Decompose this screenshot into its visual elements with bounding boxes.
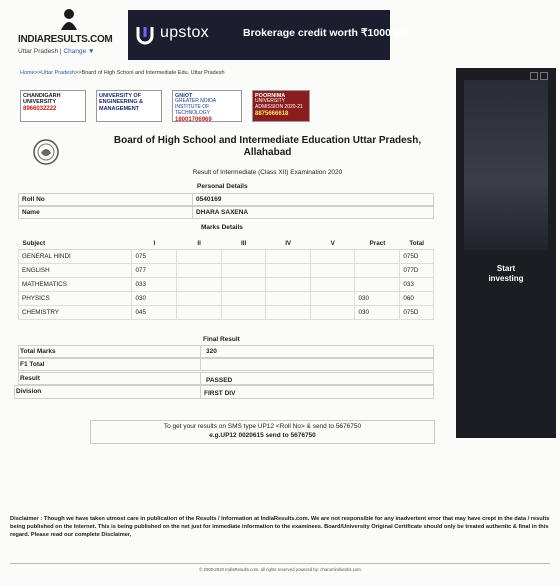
ad-line: UNIVERSITY (255, 98, 286, 105)
region-selector[interactable] (18, 48, 94, 55)
page-title-line: Allahabad (243, 147, 292, 158)
paper-1-cell: 077 (132, 264, 177, 278)
site-logo[interactable] (18, 8, 118, 58)
breadcrumb-state[interactable]: Uttar Pradesh (41, 70, 76, 76)
ad-line: UNIVERSITY OF (99, 93, 142, 99)
total-marks-label: Total Marks (20, 348, 56, 355)
subject-cell: ENGLISH (19, 264, 132, 278)
ad-uem[interactable] (96, 90, 162, 122)
marks-table (18, 237, 434, 320)
division-label: Division (16, 388, 42, 395)
column-header: Subject (19, 237, 132, 250)
breadcrumb-home[interactable]: Home (20, 70, 35, 76)
start-investing-button[interactable] (466, 264, 546, 285)
column-header: I (132, 237, 177, 250)
ad-phone: 8875666618 (255, 110, 289, 117)
result-value: PASSED (206, 377, 233, 384)
subject-cell: MATHEMATICS (19, 278, 132, 292)
ad-info-icon[interactable] (530, 72, 538, 80)
paper-2-cell (177, 250, 221, 264)
division-value: FIRST DIV (204, 390, 236, 397)
ad-line: POORNIMA (255, 93, 286, 99)
paper-5-cell (310, 278, 355, 292)
paper-3-cell (221, 278, 266, 292)
total-value-cell (200, 345, 434, 358)
change-region-link[interactable]: Change ▼ (63, 48, 95, 55)
total-marks-value: 320 (206, 348, 217, 355)
paper-3-cell (221, 292, 266, 306)
ad-image (464, 80, 548, 250)
disclaimer-link[interactable]: Disclaimer, (101, 531, 132, 538)
ad-close-icon[interactable] (540, 72, 548, 80)
column-header: IV (266, 237, 311, 250)
ad-gniot[interactable] (172, 90, 242, 122)
ad-line: ADMISSION 2020-21 (255, 104, 303, 111)
upstox-logo-icon (134, 23, 156, 45)
region-name: Uttar Pradesh (18, 48, 59, 55)
paper-1-cell: 045 (132, 306, 177, 320)
total-cell: 075D (400, 306, 434, 320)
banner-promo-text: Brokerage credit worth ₹1000 at j (243, 27, 409, 39)
subject-cell: CHEMISTRY (19, 306, 132, 320)
disclaimer (10, 516, 550, 540)
table-row (19, 292, 434, 306)
practical-cell: 030 (355, 292, 400, 306)
board-seal-icon (33, 139, 59, 165)
ad-line: ENGINEERING & (99, 99, 144, 106)
final-result-heading: Final Result (203, 336, 240, 343)
paper-5-cell (310, 292, 355, 306)
breadcrumb-separator: >> (75, 70, 82, 76)
paper-5-cell (310, 250, 355, 264)
footer-divider (10, 563, 550, 564)
column-header: Pract (355, 237, 400, 250)
copyright: © 2000-2020 IndiaResults.com, all rights reserved powered by: charumindworks.com (199, 567, 361, 572)
roll-value: 0540169 (196, 196, 222, 203)
table-row (19, 250, 434, 264)
ad-line: GNIOT (175, 93, 193, 99)
practical-cell: 030 (355, 306, 400, 320)
ad-line: CHANDIGARH (23, 93, 61, 99)
breadcrumb-current: Board of High School and Intermediate Edu. Uttar Pradesh (81, 70, 225, 76)
paper-4-cell (266, 264, 311, 278)
disclaimer-text: Though we have taken utmost care in publication of the Results / Information at IndiaResults.com. We are not responsible for any inadvertent error that may have crept in the data / results being published on the Internet. This is being published on the net just for immediate information to the examinees. Board/University Original Certificate should only be treated authentic & final in this regard. Please read our complete (10, 516, 550, 538)
ad-line: MANAGEMENT (99, 105, 140, 112)
upstox-banner-ad[interactable] (128, 10, 409, 60)
ad-line: UNIVERSITY (23, 99, 57, 106)
paper-1-cell: 033 (132, 278, 177, 292)
paper-2-cell (177, 292, 221, 306)
logo-figure-icon (58, 8, 80, 30)
personal-details-heading: Personal Details (197, 183, 248, 190)
paper-2-cell (177, 264, 221, 278)
practical-cell (355, 264, 400, 278)
sms-info-box (90, 420, 435, 444)
column-header: III (221, 237, 266, 250)
subject-cell: GENERAL HINDI (19, 250, 132, 264)
cta-line: investing (488, 274, 524, 284)
ad-poornima[interactable] (252, 90, 310, 122)
paper-4-cell (266, 306, 311, 320)
page-title-line: Board of High School and Intermediate Education Uttar Pradesh, (113, 135, 422, 146)
result-value-cell (200, 372, 434, 385)
disclaimer-label: Disclaimer : (10, 516, 43, 522)
table-row (19, 306, 434, 320)
paper-5-cell (310, 306, 355, 320)
column-header: Total (400, 237, 434, 250)
paper-4-cell (266, 250, 311, 264)
ad-chandigarh-university[interactable] (20, 90, 86, 122)
exam-subtitle: Result of Intermediate (Class XII) Examination 2020 (192, 169, 343, 176)
breadcrumb (20, 70, 225, 76)
f1-total-label: F1 Total (20, 361, 45, 368)
university-ads (20, 90, 310, 122)
name-label: Name (22, 209, 40, 216)
sms-example: e.g.UP12 0020615 send to 5676750 (209, 431, 316, 439)
breadcrumb-separator: >> (34, 70, 42, 76)
practical-cell (355, 278, 400, 292)
roll-label: Roll No (22, 196, 45, 203)
paper-4-cell (266, 278, 311, 292)
table-row (19, 278, 434, 292)
side-banner-ad[interactable] (456, 68, 556, 438)
paper-3-cell (221, 250, 266, 264)
name-value: DHARA SAXENA (196, 209, 249, 216)
ad-phone: 8966032222 (23, 105, 57, 112)
paper-2-cell (177, 306, 221, 320)
table-header-row (19, 237, 434, 250)
total-cell: 075D (400, 250, 434, 264)
sms-instruction: To get your results on SMS type UP12 <Roll No> & send to 5676750 (163, 423, 362, 430)
paper-2-cell (177, 278, 221, 292)
subject-cell: PHYSICS (19, 292, 132, 306)
ad-phone: 18001706969 (175, 116, 212, 123)
page-title (90, 135, 445, 159)
region-separator: | (59, 48, 62, 55)
practical-cell (355, 250, 400, 264)
roll-value-cell (192, 193, 434, 206)
total-cell: 077D (400, 264, 434, 278)
paper-3-cell (221, 264, 266, 278)
f1-value-cell (200, 358, 434, 371)
column-header: II (177, 237, 221, 250)
column-header: V (310, 237, 355, 250)
paper-5-cell (310, 264, 355, 278)
cta-line: Start (496, 264, 516, 273)
paper-4-cell (266, 292, 311, 306)
paper-3-cell (221, 306, 266, 320)
total-cell: 060 (400, 292, 434, 306)
ad-line: GREATER NOIDA INSTITUTE OF TECHNOLOGY (175, 98, 216, 116)
paper-1-cell: 075 (132, 250, 177, 264)
paper-1-cell: 030 (132, 292, 177, 306)
banner-brand: upstox (160, 24, 209, 41)
logo-text: INDIARESULTS.COM (18, 34, 113, 45)
total-cell: 033 (400, 278, 434, 292)
marks-details-heading: Marks Details (201, 224, 243, 231)
result-label: Result (20, 375, 40, 382)
table-row (19, 264, 434, 278)
